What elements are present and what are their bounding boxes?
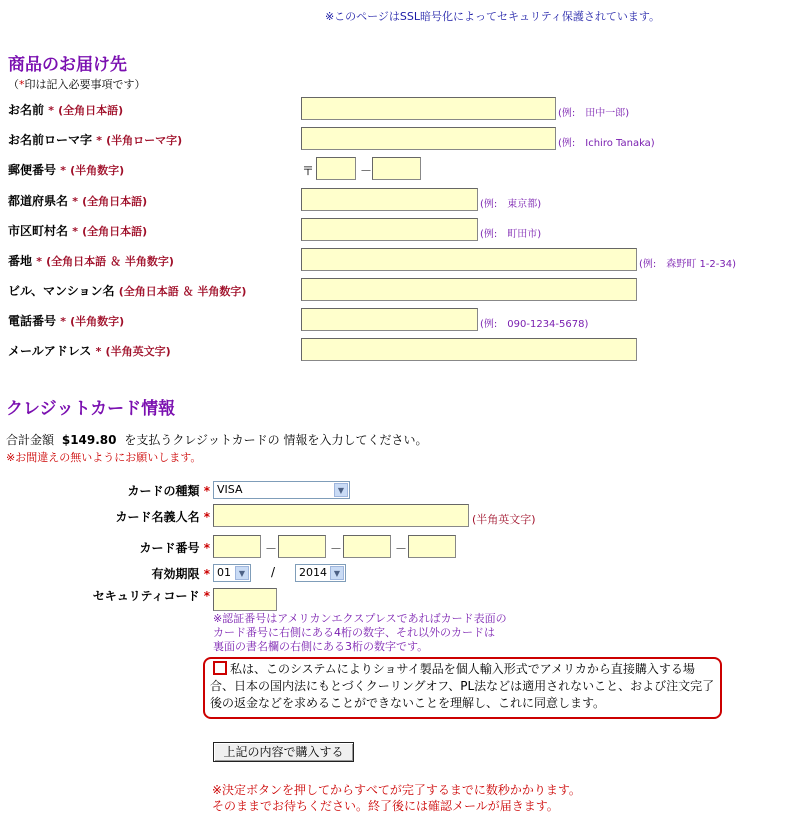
expiry-label [40, 565, 210, 582]
expiry-label-text: 有効期限 [151, 567, 200, 581]
postal-hint: (半角数字) [70, 164, 125, 177]
cvc-note-line-3: 裏面の書名欄の右側にある3桁の数字です。 [213, 640, 429, 653]
required-mark: * [203, 567, 210, 581]
card-warning: ※お間違えの無いようにお願いします。 [6, 451, 202, 464]
city-label-text: 市区町村名 [8, 224, 69, 238]
romaji-example: (例: Ichiro Tanaka) [558, 138, 655, 149]
total-amount: $149.80 [61, 433, 117, 447]
required-mark: * [203, 510, 210, 524]
building-hint: (全角日本語 ＆ 半角数字) [118, 285, 247, 298]
address-input[interactable] [301, 248, 637, 271]
expiry-separator: / [271, 565, 276, 579]
note-mark: * [19, 78, 25, 91]
prefecture-input[interactable] [301, 188, 478, 211]
expiry-year-value: 2014 [299, 566, 327, 579]
required-mark: * [96, 134, 102, 147]
address-label [8, 252, 174, 269]
romaji-input[interactable] [301, 127, 556, 150]
purchase-button[interactable]: 上記の内容で購入する [213, 742, 354, 762]
postal-input-2[interactable] [372, 157, 421, 180]
romaji-label [8, 131, 182, 148]
city-input[interactable] [301, 218, 478, 241]
required-mark: * [72, 225, 78, 238]
postal-label-text: 郵便番号 [8, 163, 57, 177]
card-number-sep-1: － [265, 542, 278, 556]
prefecture-label-text: 都道府県名 [8, 194, 69, 208]
expiry-month-value: 01 [217, 566, 231, 579]
required-mark: * [95, 345, 102, 358]
card-number-sep-2: － [330, 542, 343, 556]
phone-input[interactable] [301, 308, 478, 331]
card-number-input-4[interactable] [408, 535, 456, 558]
prefecture-hint: (全角日本語) [82, 195, 148, 208]
card-type-label [40, 482, 210, 499]
card-holder-hint: (半角英文字) [472, 513, 536, 526]
cvc-label [40, 587, 210, 604]
postal-prefix: 〒 [302, 164, 315, 178]
address-example: (例: 森野町 1-2-34) [639, 259, 737, 270]
email-hint: (半角英文字) [105, 345, 171, 358]
cvc-label-text: セキュリティコード [92, 589, 200, 603]
shipping-title: 商品のお届け先 [8, 55, 127, 75]
postal-label [8, 161, 124, 178]
name-label [8, 101, 123, 118]
required-mark: * [36, 255, 42, 268]
card-holder-input[interactable] [213, 504, 469, 527]
phone-hint: (半角数字) [70, 315, 125, 328]
required-mark: * [203, 541, 210, 555]
required-mark: * [203, 589, 210, 603]
card-number-label [40, 539, 210, 556]
building-label [8, 282, 246, 299]
postal-input-1[interactable] [316, 157, 356, 180]
chevron-down-icon: ▼ [330, 566, 344, 580]
city-label [8, 222, 147, 239]
agreement-text: 私は、このシステムによりショサイ製品を個人輸入形式でアメリカから直接購入する場合、日本の国内法にもとづくクーリングオフ、PL法などは適用されないこと、および注文完了後の返金などを求めることができないことを理解し、これに同意します。 [210, 662, 715, 710]
card-number-label-text: カード番号 [139, 541, 200, 555]
card-holder-label-text: カード名義人名 [115, 510, 200, 524]
card-number-input-2[interactable] [278, 535, 326, 558]
total-suffix: を支払うクレジットカードの 情報を入力してください。 [124, 433, 428, 447]
romaji-hint: (半角ローマ字) [106, 134, 183, 147]
city-hint: (全角日本語) [82, 225, 148, 238]
city-example: (例: 町田市) [480, 229, 542, 240]
prefecture-label [8, 192, 147, 209]
address-hint: (全角日本語 ＆ 半角数字) [46, 255, 174, 268]
card-holder-label [40, 508, 210, 525]
cvc-input[interactable] [213, 588, 277, 611]
required-mark: * [60, 164, 66, 177]
card-type-value: VISA [217, 483, 243, 496]
cvc-note-line-2: カード番号に右側にある4桁の数字、それ以外のカードは [213, 626, 495, 639]
phone-label [8, 312, 124, 329]
name-label-text: お名前 [8, 103, 45, 117]
total-line [6, 431, 428, 448]
required-mark: * [203, 484, 210, 498]
ssl-notice: ※このページはSSL暗号化によってセキュリティ保護されています。 [324, 10, 661, 23]
required-note [8, 76, 146, 92]
phone-label-text: 電話番号 [8, 314, 57, 328]
cvc-note [213, 612, 507, 654]
card-type-select[interactable] [213, 481, 350, 499]
prefecture-example: (例: 東京都) [480, 199, 542, 210]
footer-note [212, 782, 581, 814]
email-input[interactable] [301, 338, 637, 361]
total-prefix: 合計金額 [6, 433, 55, 447]
address-label-text: 番地 [8, 254, 33, 268]
required-mark: * [72, 195, 78, 208]
note-rest: 印は記入必要事項です） [24, 78, 146, 91]
card-title: クレジットカード情報 [6, 399, 176, 419]
chevron-down-icon: ▼ [334, 483, 348, 497]
name-example: (例: 田中一郎) [558, 108, 630, 119]
email-label [8, 342, 171, 359]
building-input[interactable] [301, 278, 637, 301]
name-hint: (全角日本語) [58, 104, 124, 117]
chevron-down-icon: ▼ [235, 566, 249, 580]
postal-separator: － [360, 164, 373, 178]
footer-line-2: そのままでお待ちください。終了後には確認メールが届きます。 [212, 799, 559, 813]
required-mark: * [60, 315, 66, 328]
cvc-note-line-1: ※認証番号はアメリカンエクスプレスであればカード表面の [213, 612, 507, 625]
card-number-input-3[interactable] [343, 535, 391, 558]
expiry-month-select[interactable] [213, 564, 251, 582]
name-input[interactable] [301, 97, 556, 120]
card-type-label-text: カードの種類 [127, 484, 200, 498]
card-number-sep-3: － [395, 542, 408, 556]
card-number-input-1[interactable] [213, 535, 261, 558]
building-label-text: ビル、マンション名 [8, 284, 115, 298]
romaji-label-text: お名前ローマ字 [8, 133, 93, 147]
phone-example: (例: 090-1234-5678) [480, 319, 589, 330]
footer-line-1: ※決定ボタンを押してからすべてが完了するまでに数秒かかります。 [212, 783, 581, 797]
email-label-text: メールアドレス [8, 344, 92, 358]
note-open: （ [8, 78, 19, 91]
expiry-year-select[interactable] [295, 564, 346, 582]
required-mark: * [48, 104, 54, 117]
